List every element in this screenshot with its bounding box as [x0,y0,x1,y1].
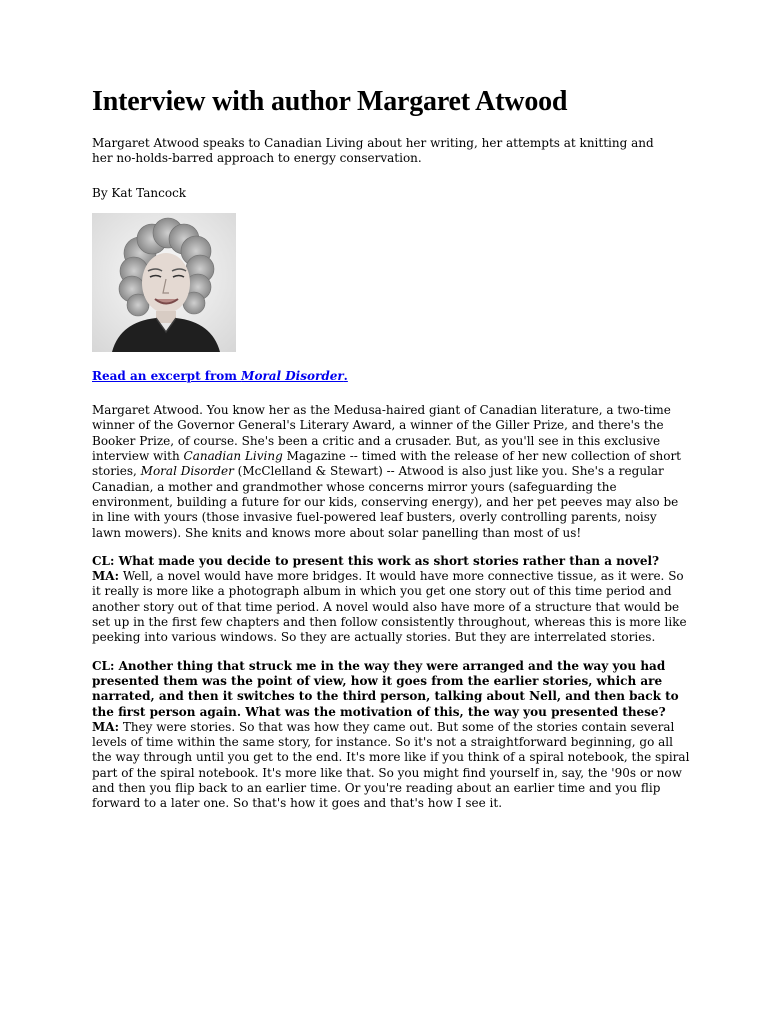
article-title: Interview with author Margaret Atwood [92,86,568,117]
interview-question: CL: Another thing that struck me in the way they were arranged and the way you had presented them was the point of view, how it goes from the earlier stories, which are narrated, and then it switches to the third person, talking about Nell, and then back to the first person again. What was the motivation of this, the way you presented these? [92,658,679,719]
intro-body-paragraph [92,403,682,541]
excerpt-link-book: Moral Disorder [241,368,344,383]
qa-block [92,554,692,646]
qa-block [92,659,692,812]
article-intro: Margaret Atwood speaks to Canadian Living about her writing, her attempts at knitting and her no-holds-barred approach to energy conservation. [92,136,654,166]
book-title: Moral Disorder [140,464,234,479]
interview-question: CL: What made you decide to present this work as short stories rather than a novel? [92,553,660,568]
article [92,84,692,825]
author-photo [92,213,236,352]
excerpt-paragraph [92,369,692,384]
body-text-a: Margaret Atwood. You know her as the Medusa-haired giant of Canadian literature, a two-time winner of the Governor General's Literary Award, a winner of the Giller Prize, and there's the Booker Prize, of course. She's been a critic and a crusader. But, as you'll see in this exclusive interview with [92,403,671,464]
excerpt-link-prefix: Read an excerpt from [92,368,242,383]
body-text-b: Magazine -- timed with the release of her new collection of short stories, [92,449,681,479]
excerpt-link-suffix: . [343,368,348,383]
body-text-c: (McClelland & Stewart) -- Atwood is also just like you. She's a regular Canadian, a mother and grandmother whose concerns mirror yours (safeguarding the environment, building a future for our kids, conserving energy), and her pet peeves may also be in line with yours (those invasive fuel-powered leaf busters, overly controlling parents, noisy lawn mowers). She knits and knows more about solar panelling than most of us! [92,464,679,540]
excerpt-link[interactable] [92,369,348,383]
answer-speaker: MA: [92,569,120,584]
answer-speaker: MA: [92,719,120,734]
interview-answer: Well, a novel would have more bridges. It would have more connective tissue, as it were. So it really is more like a photograph album in which you get one story out of this time period and another story out of that time period. A novel would also have more of a structure that would be set up in the first few chapters and then follow consistently throughout, whereas this is more like peeking into various windows. So they are actually stories. But they are interrelated stories. [92,569,687,645]
byline: By Kat Tancock [92,185,187,200]
magazine-title: Canadian Living [183,449,283,464]
interview-answer: They were stories. So that was how they came out. But some of the stories contain several levels of time within the same story, for instance. So it's not a straightforward beginning, go all the way through until you get to the end. It's more like if you think of a spiral notebook, the spiral part of the spiral notebook. It's more like that. So you might find yourself in, say, the '90s or now and then you flip back to an earlier time. Or you're reading about an earlier time and you flip forward to a later one. So that's how it goes and that's how I see it. [92,719,690,811]
